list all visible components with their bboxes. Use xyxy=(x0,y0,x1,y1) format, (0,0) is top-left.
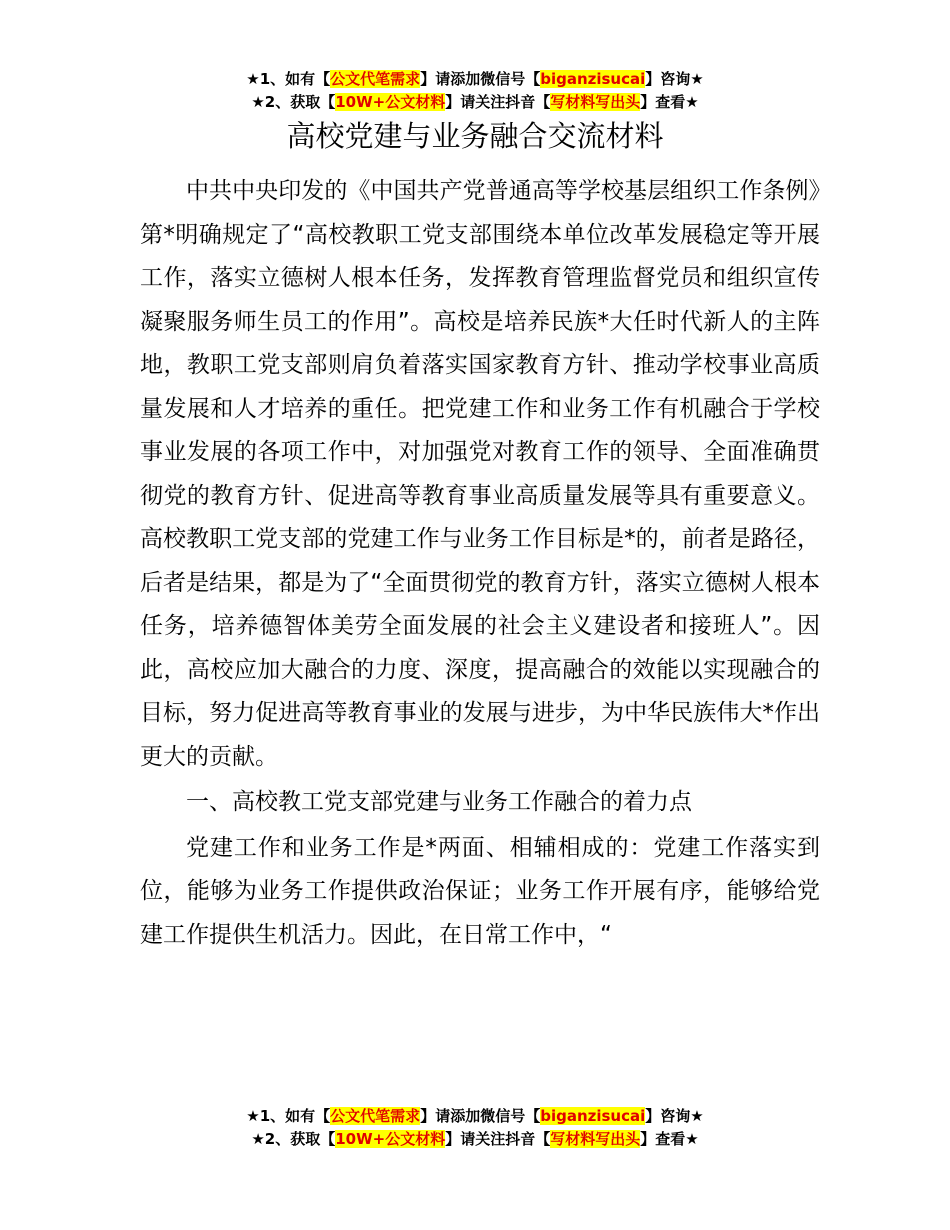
banner-text: 】咨询★ xyxy=(645,1107,704,1125)
banner-highlight: biganzisucai xyxy=(540,70,646,88)
banner-text: 】请添加微信号【 xyxy=(420,70,541,88)
banner-text: 】查看★ xyxy=(640,1130,699,1148)
banner-text: 】请关注抖音【 xyxy=(445,1130,551,1148)
banner-text: ★2、获取【 xyxy=(251,1130,336,1148)
banner-line-2 xyxy=(0,1128,950,1151)
banner-text: ★2、获取【 xyxy=(251,93,336,111)
body-paragraph: 中共中央印发的《中国共产党普通高等学校基层组织工作条例》第*明确规定了“高校教职工党支部围绕本单位改革发展稳定等开展工作，落实立德树人根本任务，发挥教育管理监督党员和组织宣传凝聚服务师生员工的作用”。高校是培养民族*大任时代新人的主阵地，教职工党支部则肩负着落实国家教育方针、推动学校事业高质量发展和人才培养的重任。把党建工作和业务工作有机融合于学校事业发展的各项工作中，对加强党对教育工作的领导、全面准确贯彻党的教育方针、促进高等教育事业高质量发展等具有重要意义。高校教职工党支部的党建工作与业务工作目标是*的，前者是路径，后者是结果，都是为了“全面贯彻党的教育方针，落实立德树人根本任务，培养德智体美劳全面发展的社会主义建设者和接班人”。因此，高校应加大融合的力度、深度，提高融合的效能以实现融合的目标，努力促进高等教育事业的发展与进步，为中华民族伟大*作出更大的贡献。 xyxy=(140,178,820,770)
banner-line-1 xyxy=(0,1105,950,1128)
footer-banner xyxy=(0,1105,950,1151)
banner-text: 】请添加微信号【 xyxy=(420,1107,541,1125)
banner-line-1 xyxy=(0,68,950,91)
banner-highlight: 写材料写出头 xyxy=(550,1130,641,1148)
banner-highlight: 公文代笔需求 xyxy=(330,70,421,88)
document-body xyxy=(140,170,820,957)
banner-text: 】请关注抖音【 xyxy=(445,93,551,111)
banner-highlight: biganzisucai xyxy=(540,1107,646,1125)
banner-text: 】咨询★ xyxy=(645,70,704,88)
banner-text: 】查看★ xyxy=(640,93,699,111)
banner-highlight: 10W+公文材料 xyxy=(335,1130,446,1148)
banner-highlight: 写材料写出头 xyxy=(550,93,641,111)
banner-highlight: 公文代笔需求 xyxy=(330,1107,421,1125)
banner-line-2 xyxy=(0,91,950,114)
header-banner xyxy=(0,68,950,114)
body-paragraph: 党建工作和业务工作是*两面、相辅相成的：党建工作落实到位，能够为业务工作提供政治保证；业务工作开展有序，能够给党建工作提供生机活力。因此，在日常工作中，“ xyxy=(140,834,820,948)
banner-text: ★1、如有【 xyxy=(246,70,331,88)
document-title: 高校党建与业务融合交流材料 xyxy=(286,119,664,153)
banner-highlight: 10W+公文材料 xyxy=(335,93,446,111)
banner-text: ★1、如有【 xyxy=(246,1107,331,1125)
section-heading: 一、高校教工党支部党建与业务工作融合的着力点 xyxy=(186,789,692,815)
